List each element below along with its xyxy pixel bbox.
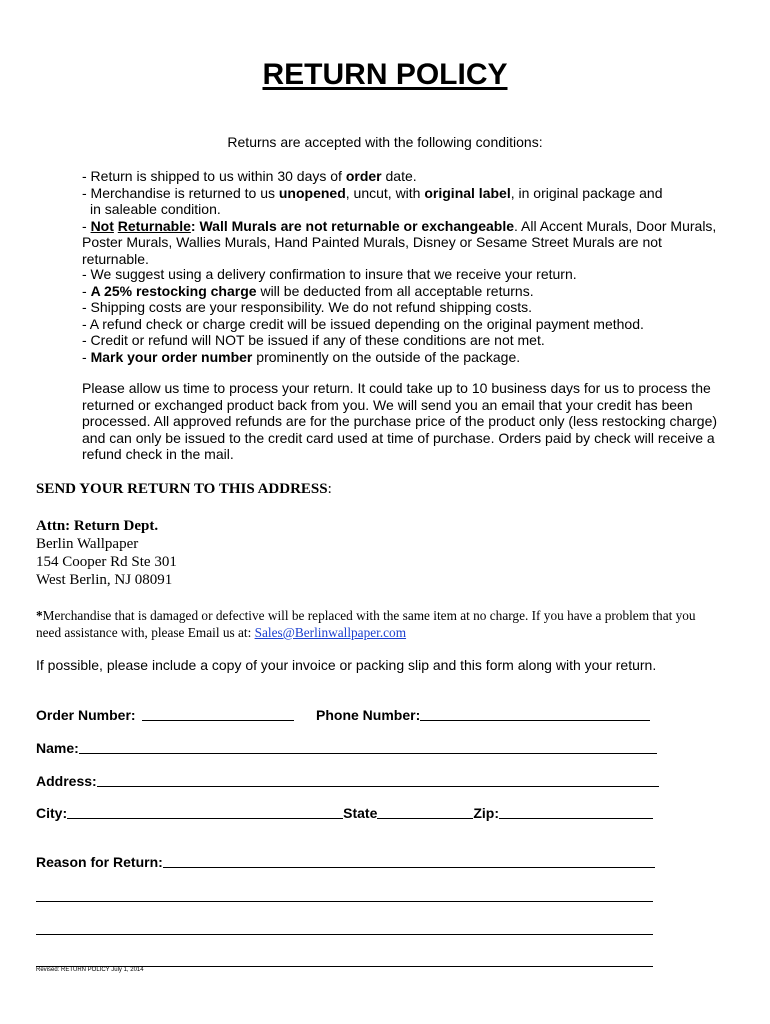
address-row bbox=[36, 773, 659, 789]
text-bold: Mark your order number bbox=[90, 348, 253, 365]
phone-number-row bbox=[316, 707, 650, 723]
intro-text: Returns are accepted with the following conditions: bbox=[227, 134, 543, 150]
state-field[interactable] bbox=[377, 805, 473, 819]
text-bold: order bbox=[345, 168, 382, 184]
address-company: Berlin Wallpaper bbox=[36, 536, 139, 552]
zip-label: Zip: bbox=[473, 805, 500, 821]
text: - Return is shipped to us within 30 days of bbox=[82, 168, 346, 184]
note-item: - A refund check or charge credit will be issued depending on the original payment method. bbox=[82, 315, 644, 332]
address-city: West Berlin, NJ 08091 bbox=[36, 572, 173, 588]
reason-row bbox=[36, 854, 655, 870]
text-bold: : Wall Murals are not returnable or exchangeable bbox=[190, 217, 515, 234]
text: prominently on the outside of the package. bbox=[252, 348, 521, 365]
email-link[interactable]: Sales@Berlinwallpaper.com bbox=[254, 625, 407, 640]
reason-field[interactable] bbox=[163, 854, 655, 868]
city-field[interactable] bbox=[67, 805, 343, 819]
condition-item-cont: Poster Murals, Wallies Murals, Hand Painted Murals, Disney or Sesame Street Murals are not returnable. bbox=[82, 234, 662, 267]
note-item bbox=[82, 283, 732, 300]
include-invoice-note: If possible, please include a copy of your invoice or packing slip and this form along with your return. bbox=[36, 657, 657, 673]
address-attn: Attn: Return Dept. bbox=[36, 518, 159, 534]
return-address bbox=[36, 517, 177, 589]
paragraph-line: processed. All approved refunds are for the purchase price of the product only (less restocking charge) bbox=[82, 413, 718, 429]
text: Merchandise that is damaged or defective will be replaced with the same item at no charge. If you have a problem that you bbox=[42, 608, 696, 623]
note-item bbox=[82, 349, 732, 366]
text: date. bbox=[381, 168, 417, 184]
send-address-heading bbox=[36, 481, 332, 498]
address-street: 154 Cooper Rd Ste 301 bbox=[36, 554, 177, 570]
order-number-row bbox=[36, 707, 294, 723]
state-label: State bbox=[343, 805, 378, 821]
name-row bbox=[36, 740, 657, 756]
text: , in original package and bbox=[510, 184, 663, 201]
text-bold: Returnable bbox=[117, 217, 191, 234]
paragraph-line: refund check in the mail. bbox=[82, 446, 234, 462]
revision-footer: Revised: RETURN POLICY July 1, 2014 bbox=[36, 967, 144, 973]
text: , uncut, with bbox=[345, 184, 425, 201]
paragraph-line: returned or exchanged product back from you. We will send you an email that your credit has been bbox=[82, 396, 693, 413]
note-item: - We suggest using a delivery confirmation to insure that we receive your return. bbox=[82, 266, 577, 282]
text: will be deducted from all acceptable returns. bbox=[256, 282, 534, 299]
heading-colon: : bbox=[327, 481, 332, 497]
zip-field[interactable] bbox=[499, 805, 653, 819]
name-label: Name: bbox=[36, 740, 79, 756]
text: - bbox=[82, 348, 91, 365]
city-label: City: bbox=[36, 805, 68, 821]
phone-number-field[interactable] bbox=[420, 707, 650, 721]
page-title: RETURN POLICY bbox=[262, 58, 508, 91]
condition-item bbox=[82, 218, 732, 235]
notes-block bbox=[82, 266, 732, 365]
order-number-field[interactable] bbox=[142, 707, 294, 721]
address-field[interactable] bbox=[97, 773, 659, 787]
damaged-merchandise-note bbox=[36, 607, 736, 641]
text: - Merchandise is returned to us bbox=[82, 184, 279, 201]
conditions-block bbox=[82, 168, 732, 267]
text-bold: A 25% restocking charge bbox=[90, 282, 257, 299]
heading-text: SEND YOUR RETURN TO THIS ADDRESS bbox=[36, 481, 328, 497]
reason-field-line[interactable] bbox=[36, 934, 653, 935]
condition-item-cont: in saleable condition. bbox=[90, 201, 221, 217]
text: need assistance with, please Email us at: bbox=[36, 625, 255, 640]
address-label: Address: bbox=[36, 773, 97, 789]
text-bold: original label bbox=[424, 184, 511, 201]
city-state-zip-row bbox=[36, 805, 653, 821]
text: . All Accent Murals, Door Murals, bbox=[514, 217, 717, 234]
asterisk: * bbox=[36, 608, 43, 623]
name-field[interactable] bbox=[79, 740, 657, 754]
processing-paragraph bbox=[82, 380, 732, 463]
reason-field-line[interactable] bbox=[36, 901, 653, 902]
paragraph-line: Please allow us time to process your return. It could take up to 10 business days for us to process the bbox=[82, 380, 711, 396]
note-line bbox=[36, 624, 736, 641]
text: - bbox=[82, 217, 91, 234]
text: - bbox=[82, 282, 91, 299]
condition-item bbox=[82, 168, 732, 185]
note-item: - Shipping costs are your responsibility. We do not refund shipping costs. bbox=[82, 299, 533, 315]
phone-number-label: Phone Number: bbox=[316, 707, 421, 723]
order-number-label: Order Number: bbox=[36, 707, 136, 723]
paragraph-line: and can only be issued to the credit card used at time of purchase. Orders paid by check will receive a bbox=[82, 429, 715, 446]
condition-item bbox=[82, 185, 732, 202]
text-bold: unopened bbox=[278, 184, 346, 201]
note-line bbox=[36, 607, 736, 624]
reason-label: Reason for Return: bbox=[36, 854, 163, 870]
text-bold: Not bbox=[90, 217, 114, 234]
note-item: - Credit or refund will NOT be issued if any of these conditions are not met. bbox=[82, 332, 545, 348]
